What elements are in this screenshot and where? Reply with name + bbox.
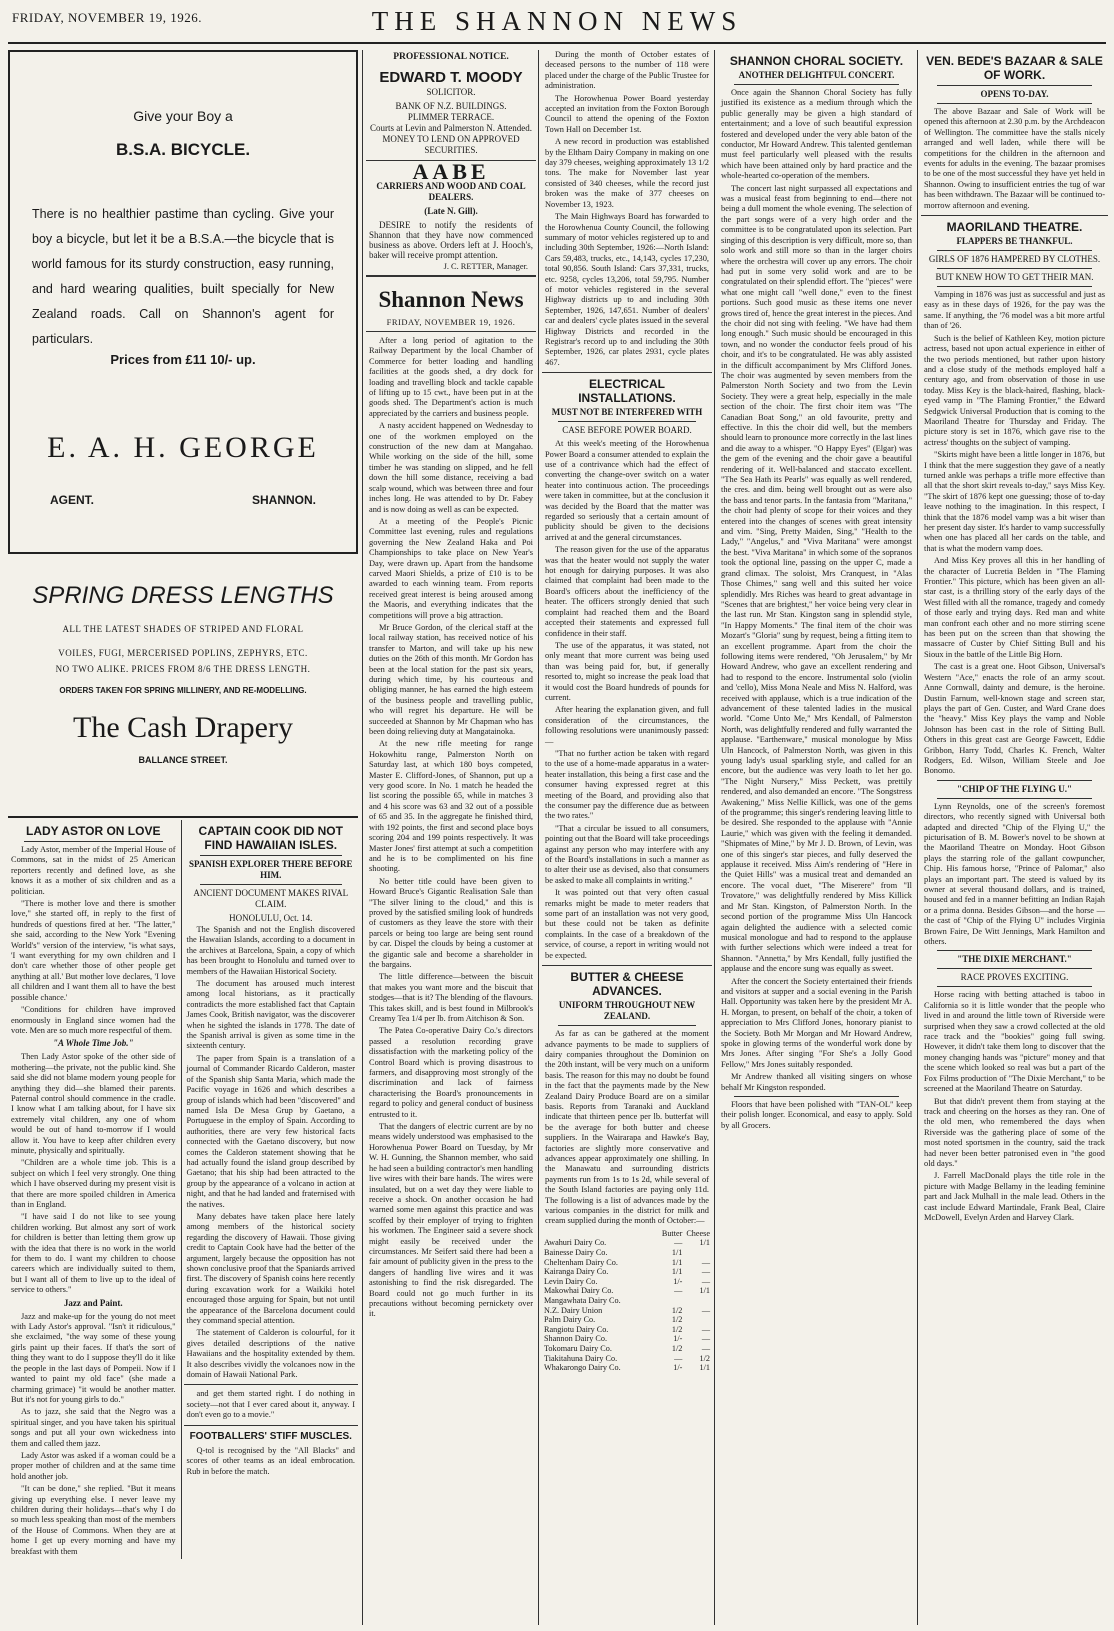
maoriland-headline: MAORILAND THEATRE. — [946, 220, 1083, 235]
drapery-name: The Cash Drapery — [73, 711, 293, 744]
headline-rule — [937, 950, 1092, 951]
cheese-advance — [684, 1248, 712, 1258]
factory-name: Rangiotu Dairy Co. — [544, 1324, 609, 1334]
table-row — [542, 1363, 712, 1373]
agent-name: E. A. H. GEORGE — [47, 431, 319, 464]
butter-subhead: UNIFORM THROUGHOUT NEW ZEALAND. — [558, 1000, 696, 1022]
table-header-blank — [542, 1229, 658, 1239]
section-rule — [8, 816, 358, 818]
advances-table-body — [542, 1238, 712, 1372]
issue-date: FRIDAY, NOVEMBER 19, 1926. — [12, 10, 202, 25]
electrical-para: "That a circular be issued to all consumers, pointing out that the Board will take proceedings against any person who may interfere with any of the Board's installations in such a manner as to alter their use as devised, also that consumers be asked to make all complaints in writing." — [545, 823, 709, 885]
drapery-line2: VOILES, FUGI, MERCERISED POPLINS, ZEPHYRS, ETC. — [58, 648, 308, 658]
table-row — [542, 1286, 712, 1296]
bede-headline: VEN. BEDE'S BAZAAR & SALE OF WORK. — [926, 54, 1103, 82]
cheese-advance — [684, 1296, 712, 1306]
factory-name: Bainesse Dairy Co. — [544, 1248, 608, 1257]
headline-rule — [200, 884, 342, 885]
left-article-columns — [8, 820, 358, 1559]
chip-para: Lynn Reynolds, one of the screen's foremost directors, who recently signed with Universal both adapted and directed "Chip of the Flying U," the picturisation of B. M. Bower's novel to be shown at the Maoriland Theatre on Monday. Hoot Gibson plays the starring role of the gallant cowpuncher, Chip. His famous horse, "Prince of Palomar," also plays an important part. The steed is valued by its owner at several thousand dollars, and is trained, housed and fed in a manner befitting an Indian Rajah or a prima donna. Besides Gibson—and the horse —the cast of "Chip of the Flying U" includes Virginia Brown Faire, De Witt Jennings, Mark Hamilton and others. — [924, 801, 1105, 947]
cheese-advance: — — [701, 1276, 710, 1286]
moody-title: SOLICITOR. — [426, 87, 476, 97]
butter-advance: — — [674, 1286, 683, 1296]
cook-para: The document has aroused much interest among local historians, as it practically contradicts the more established fact that Captain James Cook, British navigator, was the discoverer when he sighted the islands in 1778. The date of the Spanish arrival is given as some time in the sixteenth century. — [186, 979, 355, 1051]
electrical-para: The use of the apparatus, it was stated, not only meant that more current was being used than was being paid for, but, if generally resorted to, might so increase the peak load that it would cost the Board hundreds of pounds for current. — [545, 640, 709, 702]
table-row — [542, 1238, 712, 1248]
butter-advance — [658, 1296, 684, 1306]
table-row — [542, 1325, 712, 1335]
cook-dateline: HONOLULU, Oct. 14. — [229, 913, 313, 923]
table-row — [542, 1354, 712, 1364]
nameplate-title: Shannon News — [378, 287, 524, 312]
astor-subhead: "A Whole Time Job." — [53, 1038, 134, 1049]
dixie-subhead: RACE PROVES EXCITING. — [960, 972, 1069, 983]
cheese-advance — [684, 1315, 712, 1325]
section-rule — [184, 1384, 358, 1385]
astor-para: As to jazz, she said that the Negro was a spiritual singer, and you have taken his spiritual songs and put all your own wickedness into them and called them jazz. — [11, 1407, 176, 1448]
advances-table — [542, 1229, 712, 1373]
nameplate-date: FRIDAY, NOVEMBER 19, 1926. — [386, 317, 516, 327]
astor-continued: and get them started right. I do nothing in society—not that I ever cared about it, anyway. I don't even go to a movie." — [186, 1389, 355, 1420]
maoriland-para: And Miss Key proves all this in her handling of the character of Lucretia Belden in "The Flaming Frontier." This picture, which has been given an all-star cast, is a thrilling story of the early days of the West filled with all the romance, tragedy and comedy of those early and trying days. Red man and white man confront each other and no more stirring scene has been put on the screen than that showing the massacre of Custer by Chief Sitting Bull and his Sioux in the battle of the Little Big Horn. — [924, 556, 1105, 659]
table-header-cheese: Cheese — [686, 1228, 710, 1238]
agent-label: AGENT. — [50, 493, 95, 507]
editorial-para: At a meeting of the People's Picnic Committee last evening, rules and regulations governing the New Zealand Haka and Poi Championships to take place on New Year's Day, were drawn up. Apart from the handsome carved Maori Shields, a prize of £10 is to be awarded to each winning team. From reports received great interest is being aroused among the Maoris, and everything indicates that the competitions will prove a big attraction. — [369, 516, 533, 620]
dixie-headline: "THE DIXIE MERCHANT." — [957, 954, 1072, 965]
table-row — [542, 1334, 712, 1344]
news-para: A new record in production was established by the Eltham Dairy Company in making on one day 379 cheeses, weighing approximately 13 1/2 tons. The make for November last year consisted of 340 cheeses, while the record just broken was the make of 377 cheeses on November 13, 1923. — [545, 137, 709, 209]
left-block — [8, 50, 358, 1625]
table-row — [542, 1344, 712, 1354]
choral-headline: SHANNON CHORAL SOCIETY. — [729, 54, 904, 68]
bede-para: The above Bazaar and Sale of Work will be opened this afternoon at 2.30 p.m. by the Archdeacon of Wellington. The committee have the stalls nicely arranged and well laden, while there will be competitions for the children in the afternoon and events for adults in the evening. The bazaar promises to be one of the most successful they have yet held in Shannon. Owing to insufficient entries the tug of war has been withdrawn. The Bazaar will be continued to-morrow afternoon and evening. — [924, 107, 1106, 210]
factory-name: Shannon Dairy Co. — [544, 1334, 607, 1344]
editorial-para: After a long period of agitation to the Railway Department by the local Chamber of Commerce for better loading and handling facilities at the goods shed, a dry dock for loading and travelling block and tackle capable of lifting up to 15 cwt., have been put in at the goods shed. The Department's action is much appreciated by the carriers and business people. — [369, 336, 533, 418]
cheese-advance: — — [701, 1305, 710, 1315]
butter-advance: — — [674, 1353, 683, 1363]
table-row — [542, 1267, 712, 1277]
butter-advance: 1/- — [673, 1363, 683, 1373]
drapery-street: BALLANCE STREET. — [138, 755, 228, 765]
footballers-body: Q-tol is recognised by the "All Blacks" and scores of other teams as an ideal embrocation. Rub in before the match. — [186, 1445, 355, 1476]
agent-town: SHANNON. — [251, 493, 316, 507]
headline-rule — [200, 855, 342, 856]
electrical-subhead: CASE BEFORE POWER BOARD. — [562, 425, 692, 436]
footballers-headline: FOOTBALLERS' STIFF MUSCLES. — [189, 1430, 352, 1442]
agent-line — [50, 493, 316, 507]
electrical-para: It was pointed out that very often casual remarks might be made to meter readers that some part of an installation was not very good, but these could not be taken as definite complaints. In the case of a breakdown of the service, of course, a report in writing would not be expected. — [545, 888, 709, 960]
electrical-para: "That no further action be taken with regard to the use of a home-made apparatus in a water-heater installation, this being a first case and the consumer having expressed regret at this meeting of the Board, and providing also that the consumer pay the difference due as between the two rates." — [545, 748, 709, 821]
masthead — [8, 6, 1106, 38]
cook-para: Many debates have taken place here lately among members of the historical society regarding the discovery of Hawaii. Those giving credit to Captain Cook have had the better of the argument, largely because the opposition has not shown conclusive proof that the Spaniards arrived first. The discovery of Spanish coins here recently during excavation work for a Waikiki hotel encouraged those arguing for Spain, but not until the appearance of the Barcelona document could they command special attention. — [186, 1211, 355, 1326]
cheese-advance: 1/1 — [699, 1363, 710, 1373]
butter-advance: 1/1 — [671, 1257, 683, 1267]
dixie-para: J. Farrell MacDonald plays the title role in the picture with Madge Bellamy in the leading feminine part and Jack Mulhall in the male lead. Others in the cast include Edward Martindale, Frank Beal, Claire McDowell, Evelyn Arden and Harvey Clark. — [924, 1171, 1105, 1222]
headline-rule — [937, 986, 1092, 987]
headline-rule — [937, 286, 1092, 287]
bsa-bicycle-ad — [8, 50, 358, 554]
headline-rule — [937, 103, 1092, 104]
astor-para: Lady Astor was asked if a woman could be a proper mother of children and at the same time hold another job. — [11, 1450, 176, 1481]
factory-name: Tiakitahuna Dairy Co. — [544, 1353, 618, 1363]
dixie-para: Horse racing with betting attached is taboo in California so it is little wonder that the people who lived in and around the little town of Riverside were surprised when they saw a crowd collected at the old race track and the "bookies" going full swing. However, it didn't take them long to discover that the money changing hands was "picture" money and that the scene which looked so real was but a part of the Fox Films production of "The Dixie Merchant," to be screened at the Maoriland Theatre on Saturday. — [924, 990, 1105, 1094]
butter-headline: BUTTER & CHEESE ADVANCES. — [570, 970, 684, 999]
headline-rule — [558, 421, 696, 422]
butter-advance: — — [674, 1238, 683, 1248]
drapery-ad — [8, 554, 358, 814]
column-divider — [917, 50, 918, 1625]
masthead-rule — [8, 42, 1106, 44]
headline-rule — [937, 85, 1092, 86]
astor-para: "I have said I do not like to see young children working. But almost any sort of work for children is better than letting them grow up with the idea that there is no work in the world for them to do. I want my children to choose careers which are individually suited to them, but I want all of them to live up to the ideal of service to others." — [11, 1212, 176, 1295]
headline-rule — [937, 968, 1092, 969]
astor-column — [8, 820, 182, 1559]
headline-rule — [937, 798, 1092, 799]
headline-rule — [24, 841, 163, 842]
moody-name: EDWARD T. MOODY — [379, 69, 523, 86]
table-row — [542, 1248, 712, 1258]
astor-para: "There is mother love and there is smother love," she started off, in reply to the first of hundreds of questions fired at her. "The latter," she said, according to the New York "Evening World's" version of the interview, "is what says, 'I want everything for my own children and I don't care whether those of other people get anything at all.' But mother love declares, 'I love all children and I want them all to have the best possible chance.' — [11, 899, 176, 1002]
editorial-para: The Patea Co-operative Dairy Co.'s directors passed a resolution recording grave dissatisfaction with the marketing policy of the Control Board which is proving disastrous to farmers, and disapproving most strongly of the discrimination and lack of fairness characterising the Board's pronouncements in regard to policy and general conduct of business entrusted to it. — [369, 1026, 533, 1119]
tanol-ad: Floors that have been polished with "TAN-OL" keep their polish longer. Economical, and easy to apply. Sold by all Grocers. — [721, 1100, 912, 1130]
bede-subhead: OPENS TO-DAY. — [980, 89, 1049, 99]
cook-para: The statement of Calderon is colourful, for it gives detailed descriptions of the native Hawaiians and the hospitality extended by them. It also describes vividly the volcanoes now in the domain of Hawaii National Park. — [186, 1328, 355, 1380]
astor-para: Jazz and make-up for the young do not meet with Lady Astor's approval. "Isn't it ridiculous," she exclaimed, "the way some of these young girls paint up their faces. If that's the sort of thing they want to do I suppose they'll do it like the people in the last days of Pompeii. Now if I wanted to paint my old face" (she made a charming grimace) "it would be another matter. But it's not for young girls to do." — [11, 1311, 176, 1404]
cheese-advance: — — [701, 1343, 710, 1353]
butter-advance: 1/2 — [671, 1343, 683, 1353]
cheese-advance: — — [701, 1324, 710, 1334]
table-row — [542, 1306, 712, 1316]
factory-name: Makowhai Dairy Co. — [544, 1286, 614, 1296]
astor-subhead: Jazz and Paint. — [63, 1297, 123, 1308]
choral-subhead: ANOTHER DELIGHTFUL CONCERT. — [738, 70, 895, 80]
cook-column — [182, 820, 358, 1559]
headline-rule — [734, 84, 899, 85]
choral-para: After the concert the Society entertained their friends and visitors at supper and a social evening in the Parish Hall. Opportunity was taken here by the president Mr A. H. Morgan, to present, on behalf of the choir, a token of appreciation to Mrs Clifford Jones, honorary pianist to the Society. Both Mr Morgan and Mr Howard Andrew, spoke in glowing terms of the wonderful work done by Mrs Jones. After singing "For She's a Jolly Good Fellow," Mrs Jones suitably responded. — [721, 976, 912, 1069]
maoriland-para: Vamping in 1876 was just as successful and just as easy as in these days of 1926, for the pay was the same. If anything, the '76 model was a bit more artful than of '26. — [924, 290, 1105, 331]
aabe-late: (Late N. Gill). — [424, 206, 478, 216]
cheese-advance: — — [701, 1257, 710, 1267]
butter-advance: 1/- — [673, 1334, 683, 1344]
choral-para: The concert last night surpassed all expectations and was a musical feast from beginning to end—there not being a dull moment the whole evening. The selection of the part songs were of a very high order and the committee is to be congratulated upon its selection. Part singing of this description is very difficult, more so, than solo work and still more so than in the larger choirs where the orchestra will cover up any errors. The choir had put in some very solid work and are to be congratulated on their splendid effort. The "pieces" were what one might call "well done," even to the finest portions. Such good music as these items one never grows tired of, hence the great interest in the pieces. And the choir did not sing with feeling. "We have had them long enough." Such music should be encouraged in this town, and no wonder the conductor feels proud of his choir, and it's to be congratulated. He was ably assisted in the difficult accompaniment by Mrs Clifford Jones. The choir was augmented by seven members from the Palmerston North Society and two from the Levin Society. They were a great help, especially in the male section of the choir. The first choir item was "The Canadian Boat Song," an old favourite, pretty and effective. In this the choir did well, but the members should learn to pronounce more correctly in the last lines and die away to a whisper. "O Happy Eyes" (Elgar) was the gem of the evening and the choir gave a beautiful rendering of it. Well-balanced and staccato excellent. "The Sea Hath its Pearls" was equally as well rendered, the cres. and dim. being well brought out as were also the bass and tenor parts. In the fantasia from "Maritana," the choir had plenty of scope for their voices and they entered into the changes of scenes with great intensity and vim. "Sing, Pretty Maiden, Sing," "Health to the Lady," "Angelus," and "Viva Maritana" were amongst the best. "Viva Maritana" in which some of the sopranos took the optional line, passing on the upper C, made a grand climax. The soloist, Mrs Cranquest, in "Alas Those Chimes," sang well and this suited her voice splendidly. Mrs Riches was heard to great advantage in "Scenes that are brightest," her voice being very clear in the last run. Mr Stan. Kingston sang in splendid style, "In Happy Moments." The final item of the choir was Mozart's "Gloria" sung by request, being a fitting item to an excellent programme. Apart from the choir the following items were rendered, "Oh Jerusalem," by Mr Howard Andrew, who gave an excellent rendering and had to respond to the encore. Instrumental solo (violin and 'cello), Miss Mona Neale and Miss N. Halford, was received with applause, which is a true indication of the advancement of these talented ladies in the musical world. "Come Unto Me," Mrs Kendall, of Palmerston North, was delightfully rendered and fully warranted the applause. "Earthenware," musical monologue by Miss Uln Hancock, of Palmerston North, was given in this young lady's usual sparkling style, and called for an encore, but the audience was very loath to let her go. "The Night Nursery," Miss Peckett, was prettily rendered, and also demanded an encore. "The Songstress Awakening," Miss Nellie Killick, was one of the gems of the programme; this singer's rendering leaving little to be desired. She responded to the applause with "Annie Laurie," which was given with the feeling it demanded. "Shipmates of Mine," by Mr J. D. Brown, of Levin, was one of this singer's star pieces, and fully deserved the applause it received. Miss Aim's rendering of "Here in the Quiet Hills" was a musical treat and demanded an encore. The vocal duet, "The Miserere" from "Il Trovatore," was delightfully rendered by Miss Killick and Mr Stan. Kingston, of Palmerston North. In the second portion of the programme Miss Uln Hancock again delighted the audience with a selected comic musical monologue and had to respond to the applause with further selections which were indeed a treat for Shannon. "Annetta," by Mrs Kendall, fully justified the applause and the encore sung was equally as sweet. — [721, 183, 912, 974]
ad-price: Prices from £11 10/- up. — [110, 352, 256, 367]
section-rule — [542, 372, 712, 373]
aabe-trade: CARRIERS AND WOOD AND COAL DEALERS. — [376, 181, 526, 202]
butter-advance: 1/2 — [671, 1305, 683, 1315]
aabe-signature: J. C. RETTER, Manager. — [443, 262, 528, 271]
drapery-headline: SPRING DRESS LENGTHS — [32, 582, 334, 609]
astor-para: Lady Astor, member of the Imperial House of Commons, sat in the midst of 25 American reporters recently and defined love, as she knows it as a mother of six children and as a politician. — [11, 845, 176, 896]
newspaper-title: THE SHANNON NEWS — [371, 6, 743, 36]
astor-para: "It can be done," she replied. "But it means giving up everything else. I never leave my children during their holidays—that's why I do so much less speaking than most of the members of the House of Commons. When they are at home I get up every morning and have my breakfast with them — [11, 1484, 176, 1556]
astor-para: "Conditions for children have improved enormously in England since women had the vote. Men are so much more respectful of them. — [11, 1005, 176, 1035]
ad-body: There is no healthier pastime than cycling. Give your boy a bicycle, but let it be a B.S.A.—the bicycle that is world famous for its sturdy construction, easy running, and hard wearing qualities, built specially for New Zealand roads. Call on Shannon's agent for particulars. — [32, 207, 334, 346]
column-5 — [718, 50, 915, 1625]
factory-name: N.Z. Dairy Union — [544, 1305, 603, 1315]
maoriland-para: The cast is a great one. Hoot Gibson, Universal's Western "Ace," enacts the role of an army scout. Anne Cornwall, dainty and demure, is the heroine. Dustin Farnum, well-known stage and screen star, plays the part of Gen. Custer, and Ward Crane does the "heavy." Miss Key plays the vamp and Noble Johnson has been cast in the role of Sitting Bull. Others in this great cast are George Fawcett, Eddie Gribbon, Harry Todd, Charles K. French, Walter Rodgers, Ed. Wilson, William Steele and Joe Bonomo. — [924, 662, 1105, 776]
column-divider — [362, 50, 363, 1625]
butter-para: As far as can be gathered at the moment advance payments to be made to suppliers of dairy companies throughout the Dominion on the 20th instant, will be very much on a uniform basis. The reason for this may no doubt be found in the fact that the payments made by the New Zealand Dairy Produce Board are on a similar basis. Reports from Taranaki and Auckland indicate that thirteen pence per lb. butterfat will be the average for both butter and cheese suppliers. In the Wairarapa and Hawke's Bay, factories are slightly more conservative and advances appear approximately one shilling. In the Manawatu and surrounding districts payments run from 1s to 1s 2d, while several of the South Island factories are paying only 11d. The following is a list of advances made by the various companies in the district for milk and cream supplied during the month of October:— — [545, 1029, 709, 1226]
editorial-para: A nasty accident happened on Wednesday to one of the workmen employed on the construction of the new dam at Mangahao. While working on the side of the hill, some timber he was standing on slipped, and he fell down the hill some distance, receiving a bad scalp wound, which was between three and four inches long. He was attended to by Dr. Fabey and is now doing as well as can be expected. — [369, 421, 533, 514]
editorial-para: That the dangers of electric current are by no means widely understood was emphasised to the Horowhenua Power Board on Tuesday, by Mr W. H. Gunning, the Shannon member, who said he had seen a building contractor's men handling live wires with their bare hands. The wires were insulated, but on a wet day they were liable to receive a shock. On another occasion he had warned some men against this practice and was scoffed by their employer of trying to frighten his workmen. The Engineer said a severe shock might easily be received under the circumstances. Mr Seifert said there had been a fair amount of publicity given in the press to the dangers of handling live wires and it was astonishing to find the risk disregarded. The Board could not go much further in its precautions without becoming pernickety over it. — [369, 1122, 533, 1319]
drapery-line1: ALL THE LATEST SHADES OF STRIPED AND FLORAL — [62, 624, 304, 634]
editorial-para: Mr Bruce Gordon, of the clerical staff at the local railway station, has received notice of his transfer to Marton, and will take up his new duties on the 26th of this month. Mr Gordon has been at the local station for the past six years, during which time, by his courteous and obliging manner, he has earned the high esteem of the business people and travelling public, who will regret his departure. He will be succeeded at Shannon by Mr Chapman who has been doing relieving duty at Mangatainoka. — [369, 622, 533, 737]
table-row — [542, 1277, 712, 1287]
cook-para: The paper from Spain is a translation of a journal of Commander Ricardo Calderon, master of the Spanish ship Santa Maria, which made the Pacific voyage in 1626 and which describes a group of islands which had been "discovered" and named Isla De Mesa Grup by Gaetano, a Portuguese in the employ of Spain. According to authorities, there are very few historical facts connected with the Gaetano discovery, but now comes the Calderon statement showing that he had actually found the island group described by Gaetano; that his ship had been attracted to the group by the appearance of a volcano in action at night, and that he had landed and fraternised with the natives. — [186, 1053, 355, 1209]
factory-name: Kairanga Dairy Co. — [544, 1267, 609, 1277]
section-rule — [184, 1425, 358, 1426]
cook-subhead: ANCIENT DOCUMENT MAKES RIVAL CLAIM. — [193, 888, 349, 909]
factory-name: Awahuri Dairy Co. — [544, 1238, 607, 1248]
cook-para: The Spanish and not the English discovered the Hawaiian Islands, according to a document in the archives at Barcelona, Spain, a copy of which has been brought to Honolulu and turned over to members of the Hawaiian Historical Society. — [186, 925, 355, 976]
news-para: The Horowhenua Power Board yesterday accepted an invitation from the Foxton Borough Council to attend the opening of the Foxton Town Hall on December 1st. — [545, 93, 709, 134]
cheese-advance: — — [701, 1267, 710, 1277]
maoriland-subhead: FLAPPERS BE THANKFUL. — [956, 236, 1073, 247]
factory-name: Mangawhata Dairy Co. — [544, 1295, 621, 1305]
electrical-para: The reason given for the use of the apparatus was that the heater would not supply the water hot enough for dairying purposes. It was also claimed that complaint had been made to the Board's officers about the inefficiency of the heater. The officers strongly denied that such complaint had reached them and the Board accepted their statements and expressed full confidence in their staff. — [545, 545, 709, 638]
electrical-para: At this week's meeting of the Horowhenua Power Board a consumer attended to explain the use of a contrivance which had the effect of converting the change-over switch on a water heater into continuous action. The proceedings were taken in committee, but at the conclusion it was decided by the Board that the matter was regarded so seriously that a certain amount of publicity should be given to the decisions arrived at and the general circumstances. — [545, 439, 709, 542]
factory-name: Levin Dairy Co. — [544, 1276, 598, 1286]
section-rule — [366, 331, 536, 332]
cheese-advance: 1/2 — [699, 1353, 710, 1363]
choral-para: Once again the Shannon Choral Society has fully justified its existence as a medium through which the public generally may be given a high standard of entertainment; and a love of such beautiful expression fostered and developed under the very able baton of the conductor, Mr Howard Andrew. This talented gentleman must feel particularly well pleased with the results which have been attained only by hard practice and the whole-hearted co-operation of the members. — [721, 88, 912, 181]
column-6 — [921, 50, 1108, 1625]
astor-para: Then Lady Astor spoke of the other side of mothering—the private, not the public kind. She said she did not blame modern young people for anything they did—she blamed their parents. Paternal control should commence in the cradle. I know what I am talking about, for I have six extremely vital children, any one of whom would be out of hand to-morrow if I would allow it. You have to keep after children every minute, physically and spiritually. — [11, 1052, 176, 1155]
maoriland-subhead: GIRLS OF 1876 HAMPERED BY CLOTHES. — [928, 254, 1101, 265]
factory-name: Whakarongo Dairy Co. — [544, 1363, 621, 1373]
headline-rule — [734, 1096, 899, 1097]
editorial-para: No better title could have been given to Howard Bruce's Gigantic Realisation Sale than "The silver lining to the cloud," and this is proved by the satisfied smiling look of hundreds of customers as they leave the store with their parcels or being too large are being sent round by car. Dispel the clouds by being a customer at the gigantic sale and become a shareholder in the bargains. — [369, 876, 533, 969]
electrical-subhead: MUST NOT BE INTERFERED WITH — [551, 407, 703, 418]
drapery-line3: NO TWO ALIKE. PRICES FROM 8/6 THE DRESS LENGTH. — [55, 664, 311, 674]
editorial-para: The little difference—between the biscuit that makes you want more and the biscuit that stodges—that is it? The blending of the flavours. This takes skill, and is best found in Milbrook's Creamy Tea 1/4 per lb. from Aitchison & Son. — [369, 972, 533, 1023]
cook-subhead: SPANISH EXPLORER THERE BEFORE HIM. — [189, 859, 353, 880]
table-row — [542, 1315, 712, 1325]
cheese-advance: 1/1 — [699, 1286, 710, 1296]
moody-address: BANK OF N.Z. BUILDINGS. — [395, 101, 507, 111]
table-row — [542, 1258, 712, 1268]
section-rule — [921, 215, 1108, 216]
factory-name: Tokomaru Dairy Co. — [544, 1343, 612, 1353]
butter-advance: 1/- — [673, 1276, 683, 1286]
column-4 — [542, 50, 712, 1625]
aabe-name: AABE — [412, 159, 490, 184]
factory-name: Cheltenham Dairy Co. — [544, 1257, 618, 1267]
table-header-butter: Butter — [661, 1228, 683, 1238]
butter-advance: 1/2 — [671, 1315, 683, 1325]
column-3 — [366, 50, 536, 1625]
column-divider — [714, 50, 715, 1625]
chip-headline: "CHIP OF THE FLYING U." — [957, 783, 1072, 794]
butter-advance: 1/2 — [671, 1324, 683, 1334]
maoriland-para: "Skirts might have been a little longer in 1876, but I think that the mere suggestion they gave of a neatly turned ankle was perhaps a trifle more effective than all that the short skirt reveals to-day," says Miss Key. "The skirt of 1876 kept one guessing; those of to-day leave nothing to the imagination. In this respect, I think that the 1876 model vamp was a bit wiser than her present day sister. It's harder to vamp successfully when one has placed all her cards on the table, and that is what the modern vamp does. — [924, 450, 1105, 553]
maoriland-subhead: BUT KNEW HOW TO GET THEIR MAN. — [935, 272, 1094, 283]
table-row — [542, 1296, 712, 1306]
headline-rule — [937, 268, 1092, 269]
news-para: The Main Highways Board has forwarded to the Horowhenua County Council, the following summary of motor vehicles registered up to and including 30th September, 1926:—North Island: Cars 59,483, trucks, etc., 14,143, cycles 17,230, total 90,856. South Island: Cars 37,331, trucks, etc. 9258, cycles 13,206, total 59,795. Number of motor vehicles registered in the several Highway districts up to and including 30th September, 1926, 147,651. Number of dealers' car and dealers' cycle plates issued in the several Highway Districts and recorded in the Registrar's record up to and including the 30th September, 1926, car plates 2931, cycle plates 467. — [545, 212, 709, 367]
electrical-para: After hearing the explanation given, and full consideration of the circumstances, the following resolutions were unanimously passed:— — [545, 705, 709, 746]
headline-rule — [558, 1025, 696, 1026]
moody-courts: Courts at Levin and Palmerston N. Attended. — [370, 123, 532, 133]
editorial-para: At the new rifle meeting for range Hokowhitu range, Palmerston North on Saturday last, at which 180 boys competed, Master E. Clifford-Jones, of Shannon, put up a very good score. In No. 1 match he headed the list scoring the possible 65, while in matches 3 and 4 his score was 63 and 32 out of a possible of 65 and 35. In the aggregate he finished third, with 192 points, the first and second place boys scoring 204 and 199 points respectively. It was Master Jones' first attempt at such a competition and he is to be complimented on his fine shooting. — [369, 739, 533, 874]
astor-para: "Children are a whole time job. This is a subject on which I feel very strongly. One thing which I have observed during my present visit is that there are more spoiled children in America than in England. — [11, 1158, 176, 1209]
cook-headline: CAPTAIN COOK DID NOT FIND HAWAIIAN ISLES. — [198, 824, 343, 852]
butter-advance: 1/1 — [671, 1248, 683, 1257]
aabe-body: DESIRE to notify the residents of Shannon that they have now commenced business as above. Orders left at J. Hooch's, baker will receive prompt attention. — [369, 220, 533, 260]
headline-rule — [937, 250, 1092, 251]
column-divider — [538, 50, 539, 1625]
electrical-headline: ELECTRICAL INSTALLATIONS. — [578, 377, 676, 406]
cheese-advance: 1/1 — [699, 1238, 710, 1248]
headline-rule — [937, 780, 1092, 781]
moody-money: MONEY TO LEND ON APPROVED SECURITIES. — [382, 134, 520, 155]
moody-label: PROFESSIONAL NOTICE. — [393, 52, 509, 62]
butter-advance: 1/1 — [671, 1267, 683, 1277]
moody-address: PLIMMER TERRACE. — [407, 112, 495, 122]
section-rule — [542, 965, 712, 966]
factory-name: Palm Dairy Co. — [544, 1315, 596, 1325]
astor-headline: LADY ASTOR ON LOVE — [26, 824, 161, 838]
dixie-para: But that didn't prevent them from staying at the track and cheering on the horses as they ran. One of the old men, who remembered the days when Riverside was the gathering place of some of the most noted sportsmen in the country, said the track had never been better patronised even in "the good old days." — [924, 1096, 1105, 1168]
news-para: During the month of October estates of deceased persons to the number of 118 were placed under the charge of the Public Trustee for administration. — [545, 50, 709, 91]
maoriland-para: Such is the belief of Kathleen Key, motion picture actress, based not upon actual experience in either of the two periods mentioned, but rather upon history and a close study of the methods employed half a century ago, and from observation of those in use today. Miss Key is the black-haired, flashing, black-eyed vamp in "The Flaming Frontier," the Edward Sedgwick Universal Production that is coming to the Maoriland Theatre for Thursday and Friday. The picture story is set in 1876, which gave rise to the actress' thoughts on the subject of vamping. — [924, 333, 1105, 447]
section-rule — [366, 275, 536, 277]
choral-para: Mr Andrew thanked all visiting singers on whose behalf Mr Kingston responded. — [721, 1072, 912, 1092]
drapery-line4: ORDERS TAKEN FOR SPRING MILLINERY, AND RE-MODELLING. — [59, 686, 307, 695]
ad-product: B.S.A. BICYCLE. — [115, 140, 251, 159]
table-header-row — [542, 1229, 712, 1239]
ad-lead: Give your Boy a — [133, 108, 233, 124]
cheese-advance: — — [701, 1334, 710, 1344]
